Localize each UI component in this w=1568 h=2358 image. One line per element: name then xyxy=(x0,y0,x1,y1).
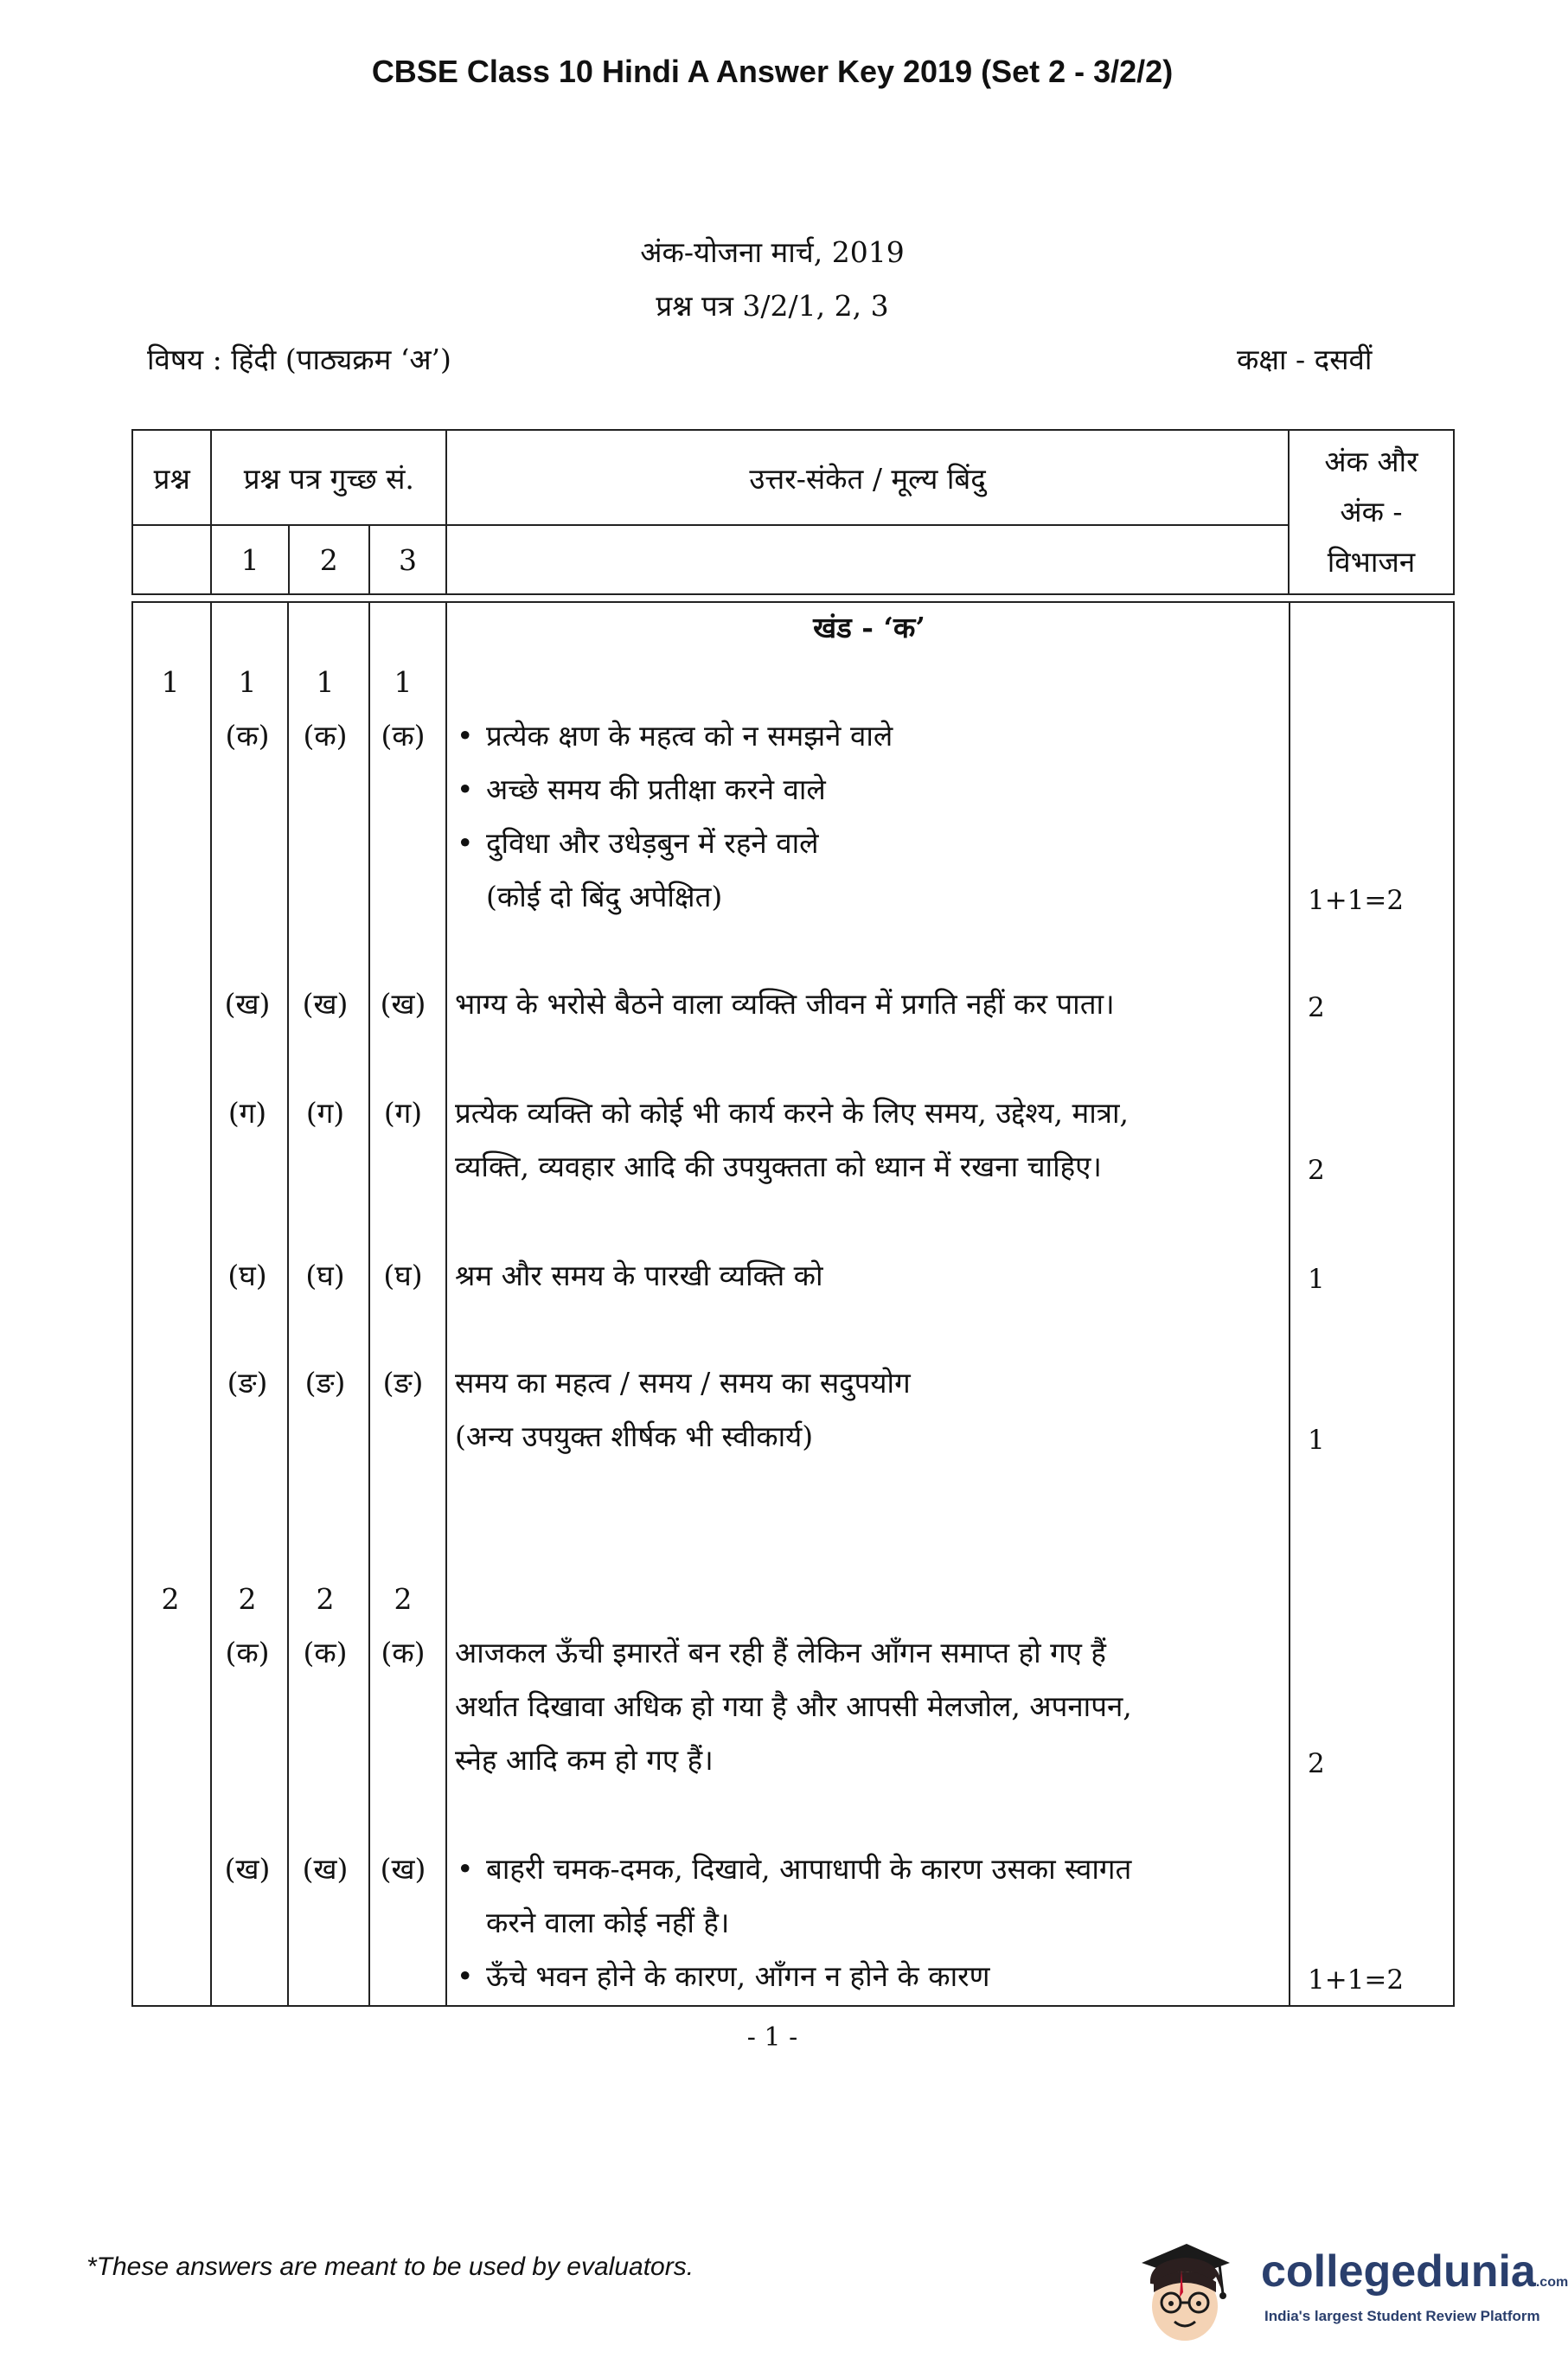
answer-bullet: • अच्छे समय की प्रतीक्षा करने वाले xyxy=(486,763,826,817)
answer-text: प्रत्येक व्यक्ति को कोई भी कार्य करने के लिए समय, उद्देश्य, मात्रा, xyxy=(455,1096,1130,1130)
marking-scheme-title: अंक-योजना मार्च, 2019 xyxy=(640,235,905,269)
marks-header-line2: अंक - xyxy=(1340,495,1403,529)
col-question-header: प्रश्न xyxy=(132,430,211,525)
answer-text: श्रम और समय के पारखी व्यक्ति को xyxy=(455,1259,823,1292)
sub-question-label: (ङ) xyxy=(227,1366,268,1400)
set-3-number: 2 xyxy=(394,1582,413,1616)
marks-header-line3: विभाजन xyxy=(1327,545,1416,579)
col-answer-header: उत्तर-संकेत / मूल्य बिंदु xyxy=(446,430,1289,525)
sub-question-label: (ङ) xyxy=(382,1366,424,1400)
logo-tagline: India's largest Student Review Platform xyxy=(1264,2308,1540,2324)
paper-numbers: प्रश्न पत्र 3/2/1, 2, 3 xyxy=(656,289,889,323)
marks-value: 1+1=2 xyxy=(1308,1964,1405,1996)
marks-header-line1: अंक और xyxy=(1324,445,1418,478)
logo-text: collegedunia.com xyxy=(1261,2246,1568,2297)
question-column xyxy=(132,602,211,2006)
document-title: CBSE Class 10 Hindi A Answer Key 2019 (Set 2 - 3/2/2) xyxy=(371,54,1174,89)
sub-question-label: (घ) xyxy=(227,1259,267,1292)
sub-question-label: (ख) xyxy=(380,1852,426,1886)
answer-bullet: • प्रत्येक क्षण के महत्व को न समझने वाले xyxy=(486,709,893,763)
set-2-number: 2 xyxy=(316,1582,335,1616)
section-title: खंड - ‘क’ xyxy=(813,611,925,644)
set-1-number: 1 xyxy=(238,665,257,699)
sub-question-label: (ङ) xyxy=(304,1366,346,1400)
set-1-column xyxy=(211,602,288,2006)
sub-question-label: (घ) xyxy=(305,1259,345,1292)
question-number: 2 xyxy=(161,1582,180,1616)
set-2-number: 1 xyxy=(316,665,335,699)
set-2-header: 2 xyxy=(289,525,369,594)
answer-bullet: • बाहरी चमक-दमक, दिखावे, आपाधापी के कारण उसका स्वागत xyxy=(486,1842,1131,1896)
sub-question-label: (घ) xyxy=(383,1259,423,1292)
question-number: 1 xyxy=(161,665,180,699)
col-paper-set-header: प्रश्न पत्र गुच्छ सं. xyxy=(211,430,446,525)
answer-text: समय का महत्व / समय / समय का सदुपयोग xyxy=(455,1366,911,1400)
marks-value: 1 xyxy=(1308,1425,1325,1456)
sub-question-label: (क) xyxy=(225,1636,270,1669)
marks-value: 2 xyxy=(1308,992,1325,1023)
answer-text: करने वाला कोई नहीं है। xyxy=(486,1906,730,1939)
sub-question-label: (ग) xyxy=(305,1096,345,1130)
sub-question-label: (क) xyxy=(303,719,348,753)
set-1-number: 2 xyxy=(238,1582,257,1616)
answer-bullet: • दुविधा और उधेड़बुन में रहने वाले xyxy=(486,817,819,870)
set-3-number: 1 xyxy=(394,665,413,699)
answer-text: अर्थात दिखावा अधिक हो गया है और आपसी मेलजोल, अपनापन, xyxy=(455,1689,1132,1723)
sub-question-label: (ख) xyxy=(224,1852,271,1886)
table-header xyxy=(131,429,1455,595)
student-mascot-icon xyxy=(1142,2244,1230,2341)
footer-note: *These answers are meant to be used by evaluators. xyxy=(86,2252,694,2281)
answer-bullet: • ऊँचे भवन होने के कारण, आँगन न होने के कारण xyxy=(486,1950,990,2003)
answer-text: आजकल ऊँची इमारतें बन रही हैं लेकिन आँगन समाप्त हो गए हैं xyxy=(455,1636,1106,1669)
set-2-column xyxy=(288,602,368,2006)
empty-cell xyxy=(132,525,211,594)
sub-question-label: (क) xyxy=(381,1636,426,1669)
sub-question-label: (ग) xyxy=(383,1096,423,1130)
set-3-header: 3 xyxy=(369,525,446,594)
answer-text: भाग्य के भरोसे बैठने वाला व्यक्ति जीवन में प्रगति नहीं कर पाता। xyxy=(455,987,1115,1021)
logo-suffix: .com xyxy=(1535,2275,1568,2290)
subject-label: विषय : हिंदी (पाठ्यक्रम ‘अ’) xyxy=(147,343,451,376)
answer-note: (कोई दो बिंदु अपेक्षित) xyxy=(486,880,723,913)
page-number: - 1 - xyxy=(746,2022,798,2053)
col-marks-header xyxy=(1289,430,1454,594)
empty-cell xyxy=(446,525,1289,594)
sub-question-label: (ख) xyxy=(224,987,271,1021)
sub-question-label: (क) xyxy=(225,719,270,753)
set-3-column xyxy=(369,602,446,2006)
answer-text: व्यक्ति, व्यवहार आदि की उपयुक्तता को ध्यान में रखना चाहिए। xyxy=(455,1150,1102,1183)
sub-question-label: (क) xyxy=(381,719,426,753)
set-1-header: 1 xyxy=(211,525,288,594)
marks-value: 1+1=2 xyxy=(1308,885,1405,916)
marks-value: 2 xyxy=(1308,1748,1325,1779)
sub-question-label: (ख) xyxy=(302,987,349,1021)
class-label: कक्षा - दसवीं xyxy=(1237,343,1373,376)
marks-value: 1 xyxy=(1308,1264,1325,1295)
sub-question-label: (ख) xyxy=(380,987,426,1021)
sub-question-label: (क) xyxy=(303,1636,348,1669)
answer-text: (अन्य उपयुक्त शीर्षक भी स्वीकार्य) xyxy=(455,1419,814,1453)
sub-question-label: (ख) xyxy=(302,1852,349,1886)
marks-value: 2 xyxy=(1308,1155,1325,1186)
answer-text: स्नेह आदि कम हो गए हैं। xyxy=(455,1743,714,1777)
sub-question-label: (ग) xyxy=(227,1096,267,1130)
